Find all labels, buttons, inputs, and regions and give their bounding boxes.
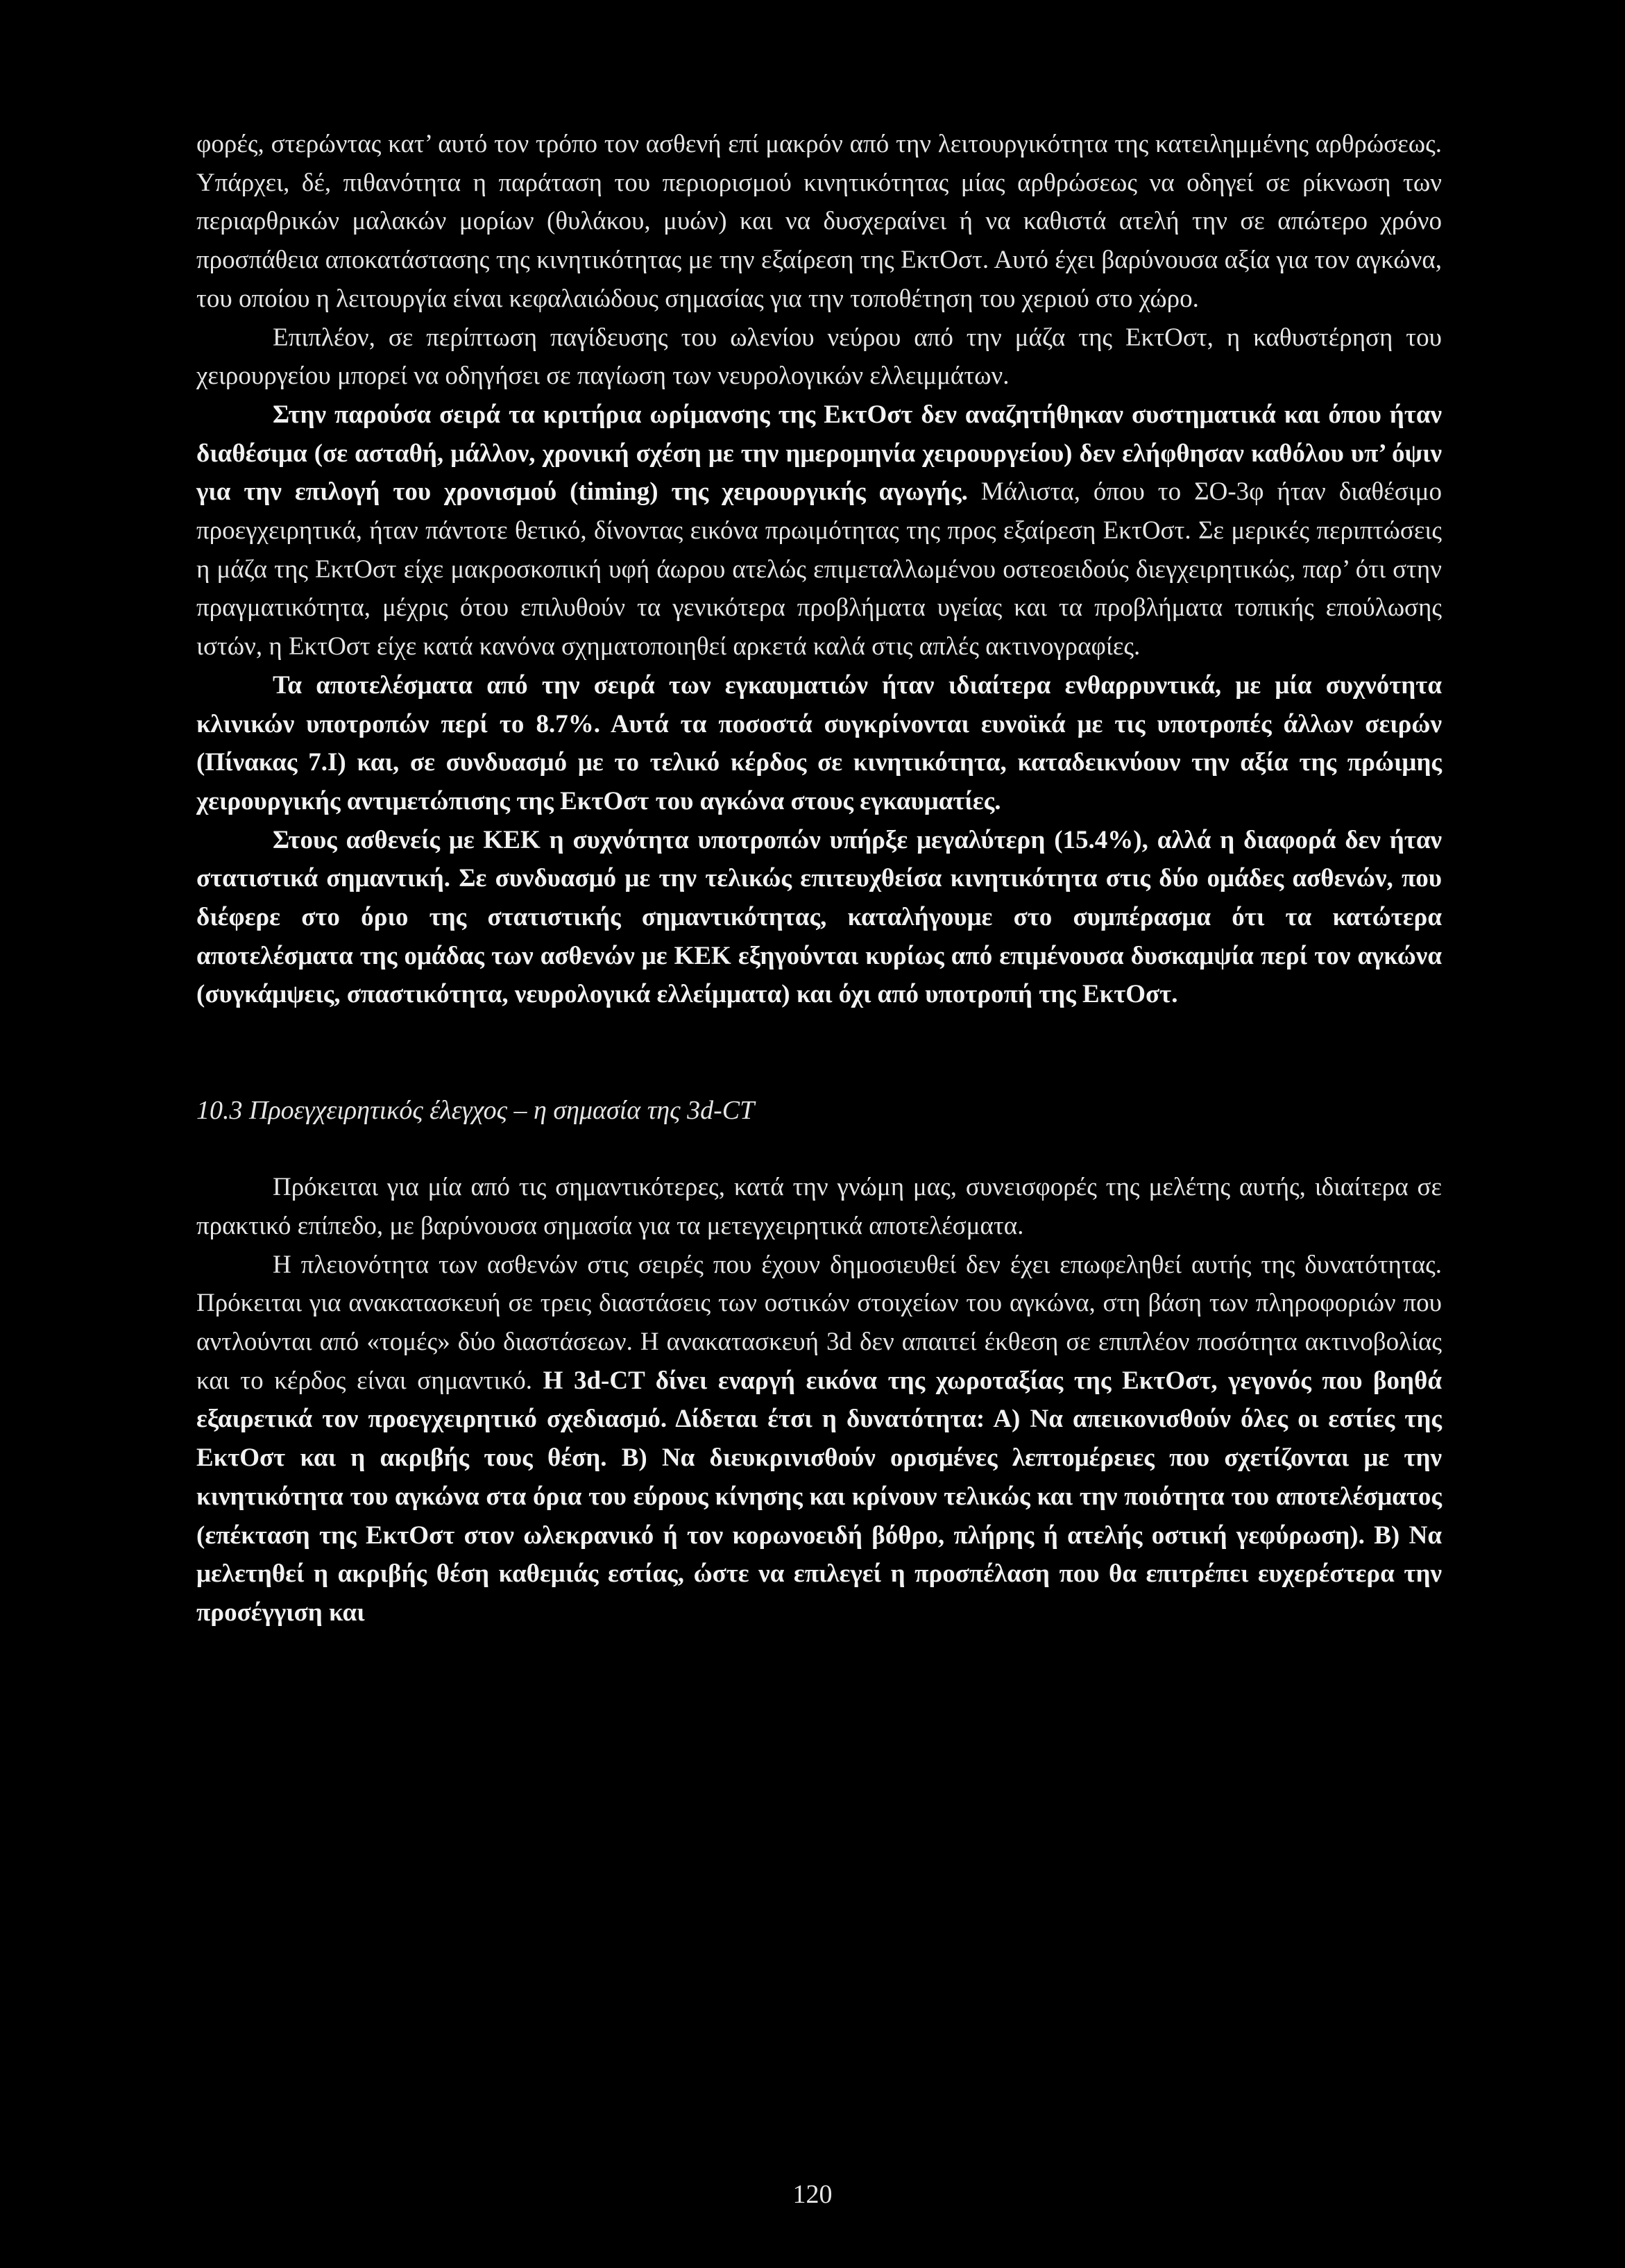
maturation-criteria-text: Μάλιστα, όπου το ΣΟ-3φ ήταν διαθέσιμο προεγχειρητικά, ήταν πάντοτε θετικό, δίνοντας εικόνα πρωιμότητας της προς εξαίρεση ΕκτΟστ. Σε μερικές περιπτώσεις η μάζα της ΕκτΟστ είχε μακροσκοπική υφή άωρου ατελώς επιμεταλλωμένου οστεοειδούς διεγχειρητικώς, παρ’ ότι στην πραγματικότητα, μέχρις ότου επιλυθούν τα γενικότερα προβλήματα υγείας και τα προβλήματα τοπικής επούλωσης ιστών, η ΕκτΟστ είχε κατά κανόνα σχηματοποιηθεί αρκετά καλά στις απλές ακτινογραφίες. xyxy=(196,477,1442,661)
paragraph-3d-ct xyxy=(196,1246,1442,1632)
paragraph-ulnar-nerve: Επιπλέον, σε περίπτωση παγίδευσης του ωλενίου νεύρου από την μάζα της ΕκτΟστ, η καθυστέρηση του χειρουργείου μπορεί να οδηγήσει σε παγίωση των νευρολογικών ελλειμμάτων. xyxy=(196,323,1442,391)
3d-ct-text: Η πλειονότητα των ασθενών στις σειρές που έχουν δημοσιευθεί δεν έχει επωφεληθεί αυτής της δυνατότητας. Πρόκειται για ανακατασκευή σε τρεις διαστάσεις των οστικών στοιχείων του αγκώνα, στη βάση των πληροφοριών που αντλούνται από «τομές» δύο διαστάσεων. Η ανακατασκευή 3d δεν απαιτεί έκθεση σε επιπλέον ποσότητα ακτινοβολίας και το κέρδος είναι σημαντικό. xyxy=(196,1250,1442,1395)
page-number: 120 xyxy=(792,2180,833,2209)
paragraph-burn-results xyxy=(196,666,1442,821)
burn-results-bold: Τα αποτελέσματα από την σειρά των εγκαυματιών ήταν ιδιαίτερα ενθαρρυντικά, με μία συχνότητα κλινικών υποτροπών περί το 8.7%. Αυτά τα ποσοστά συγκρίνονται ευνοϊκά με τις υποτροπές άλλων σειρών (Πίνακας 7.Ι) και, σε συνδυασμό με το τελικό κέρδος σε κινητικότητα, καταδεικνύουν την αξία της πρώιμης χειρουργικής αντιμετώπισης της ΕκτΟστ του αγκώνα στους εγκαυματίες. xyxy=(196,670,1442,815)
3d-ct-bold: Η 3d-CT δίνει εναργή εικόνα της χωροταξίας της ΕκτΟστ, γεγονός που βοηθά εξαιρετικά τον προεγχειρητικό σχεδιασμό. Δίδεται έτσι η δυνατότητα: Α) Να απεικονισθούν όλες οι εστίες της ΕκτΟστ και η ακριβής τους θέση. Β) Να διευκρινισθούν ορισμένες λεπτομέρειες που σχετίζονται με την κινητικότητα του αγκώνα στα όρια του εύρους κίνησης και κρίνουν τελικώς και την ποιότητα του αποτελέσματος (επέκταση της ΕκτΟστ στον ωλεκρανικό ή τον κορωνοειδή βόθρο, πλήρης ή ατελής οστική γεφύρωση). Β) Να μελετηθεί η ακριβής θέση καθεμιάς εστίας, ώστε να επιλεγεί η προσπέλαση που θα επιτρέπει ευχερέστερα την προσέγγιση και xyxy=(196,1366,1442,1627)
document-page xyxy=(196,125,1442,1632)
paragraph-contribution: Πρόκειται για μία από τις σημαντικότερες, κατά την γνώμη μας, συνεισφορές της μελέτης αυτής, ιδιαίτερα σε πρακτικό επίπεδο, με βαρύνουσα σημασία για τα μετεγχειρητικά αποτελέσματα. xyxy=(196,1173,1442,1240)
paragraph-kek-results xyxy=(196,821,1442,1015)
section-heading: 10.3 Προεγχειρητικός έλεγχος – η σημασία της 3d-CT xyxy=(196,1096,755,1126)
paragraph-continuation: φορές, στερώντας κατ’ αυτό τον τρόπο τον ασθενή επί μακρόν από την λειτουργικότητα της κατειλημμένης αρθρώσεως. Υπάρχει, δέ, πιθανότητα η παράταση του περιορισμού κινητικότητας μίας αρθρώσεως να οδηγεί σε ρίκνωση των περιαρθρικών μαλακών μορίων (θυλάκου, μυών) και να δυσχεραίνει ή να καθιστά ατελή την σε απώτερο χρόνο προσπάθεια αποκατάστασης της κινητικότητας με την εξαίρεση της ΕκτΟστ. Αυτό έχει βαρύνουσα αξία για τον αγκώνα, του οποίου η λειτουργία είναι κεφαλαιώδους σημασίας για την τοποθέτηση του χεριού στο χώρο. xyxy=(196,130,1442,313)
maturation-criteria-bold: Στην παρούσα σειρά τα κριτήρια ωρίμανσης της ΕκτΟστ δεν αναζητήθηκαν συστηματικά και όπου ήταν διαθέσιμα (σε ασταθή, μάλλον, χρονική σχέση με την ημερομηνία χειρουργείου) δεν ελήφθησαν καθόλου υπ’ όψιν για την επιλογή του χρονισμού (timing) της χειρουργικής αγωγής. xyxy=(196,400,1442,507)
paragraph-maturation-criteria xyxy=(196,396,1442,666)
kek-results-bold: Στους ασθενείς με ΚΕΚ η συχνότητα υποτροπών υπήρξε μεγαλύτερη (15.4%), αλλά η διαφορά δεν ήταν στατιστικά σημαντική. Σε συνδυασμό με την τελικώς επιτευχθείσα κινητικότητα στις δύο ομάδες ασθενών, που διέφερε στο όριο της στατιστικής σημαντικότητας, καταλήγουμε στο συμπέρασμα ότι τα κατώτερα αποτελέσματα της ομάδας των ασθενών με ΚΕΚ εξηγούνται κυρίως από επιμένουσα δυσκαμψία περί τον αγκώνα (συγκάμψεις, σπαστικότητα, νευρολογικά ελλείμματα) και όχι από υποτροπή της ΕκτΟστ. xyxy=(196,825,1442,1009)
